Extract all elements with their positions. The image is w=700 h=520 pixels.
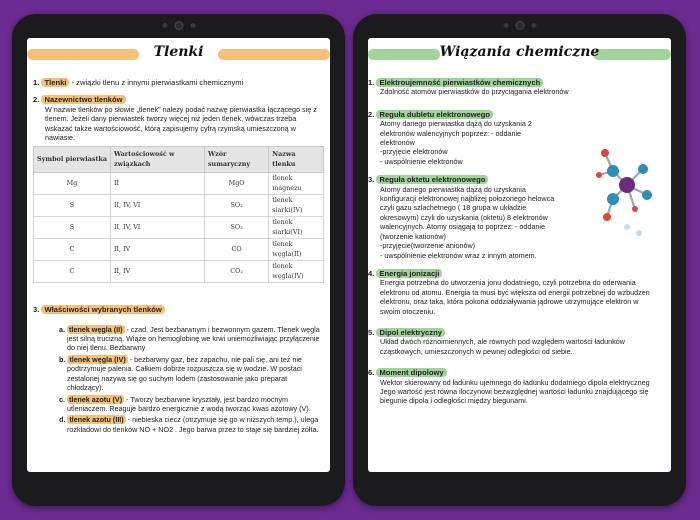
section-number: 3. xyxy=(33,305,40,315)
atom-teal xyxy=(642,190,652,200)
list-item-name: tlenek węgla (II) xyxy=(69,324,123,334)
section-line: - uwspólnienie elektronów xyxy=(380,156,463,166)
table-cell: tlenek magnezu xyxy=(269,173,324,195)
section-line: Atomy danego pierwiastka dążą do uzyskania xyxy=(380,184,526,194)
section-4 xyxy=(368,269,669,278)
atom-red xyxy=(603,213,611,221)
section-line: -przyjęcie(tworzenie anionów) xyxy=(380,241,476,251)
section-number: 2. xyxy=(368,109,375,119)
page-title: Tlenki xyxy=(153,44,204,60)
section-line: elektronów xyxy=(380,138,415,148)
section-line: okresowym) czyli do uzyskania (oktetu) 8 elektronów xyxy=(380,212,548,222)
table-cell: II, IV xyxy=(111,239,205,261)
table-cell: tlenek węgla(II) xyxy=(269,239,324,261)
section-number: 1. xyxy=(368,78,375,87)
section-line: elektronu od atomu. Energia ta musi być większa od energii potrzebnej do wzbudzen xyxy=(380,287,650,297)
section-line: elektronu, oraz taka, która pokona oddziaływania jądrowe utrzymujące elektron w xyxy=(380,297,639,307)
atom-teal xyxy=(607,165,619,177)
section-line: konfiguracji elektronowej najbliżej położonego helowca xyxy=(380,194,555,204)
list-letter: c. xyxy=(59,394,65,404)
table-cell: S xyxy=(34,217,111,239)
list-item xyxy=(59,325,324,353)
list-item xyxy=(59,355,324,393)
list-item xyxy=(59,395,324,414)
section-title: Reguła dubletu elektronowego xyxy=(376,110,493,119)
list-item-name: tlenek azotu (III) xyxy=(69,415,124,425)
left-content xyxy=(27,78,330,434)
section-line: cząstkowych, umieszczonych w pewnej odległości od siebie. xyxy=(380,346,573,356)
table-cell: C xyxy=(34,261,111,283)
list-item-text: - bezbarwny gaz, bez zapachu, nie pali się, ani też nie podtrzymuje palenia. Całkiem dobrze rozpuszcza się w wodzie. W postaci zestalonej nazywa się go suchym lodem (zastosowanie jako preparat chłodzący). xyxy=(67,354,302,393)
oxides-table xyxy=(33,146,324,283)
section-number: 2. xyxy=(33,95,40,105)
section-line: (tworzenie kationów) xyxy=(380,231,446,241)
table-cell: II xyxy=(111,173,205,195)
section-title: Reguła oktetu elektronowego xyxy=(376,175,488,184)
list-item-name: tlenek węgla (IV) xyxy=(69,354,126,364)
table-row xyxy=(34,239,324,261)
left-tablet xyxy=(12,14,345,506)
table-header: Symbol pierwiastka xyxy=(34,147,111,173)
section-line: - uwspólnienie elektronów wraz z innym atomem. xyxy=(380,250,537,260)
section-line: Energia potrzebna do utworzenia jonu dodatniego, czyli potrzebna do oderwania xyxy=(380,278,636,288)
section-1 xyxy=(33,78,324,87)
camera-icon xyxy=(162,21,195,30)
section-line: Wektor skierowany od ładunku ujemnego do ładunku dodatniego dipola elektryczneg xyxy=(380,377,650,387)
left-title-bar xyxy=(27,44,330,66)
table-cell: SO₂ xyxy=(204,195,268,217)
list-item-text: - niebieska ciecz (otrzymuje się go w niższych temp.), ulega rozkładowi do tlenków NO + NO2 . Jego barwa przez to staje się bardziej żółta. xyxy=(67,415,319,434)
atom-faded xyxy=(624,224,630,230)
section-line: swoim otoczeniu. xyxy=(380,306,436,316)
atom-red xyxy=(601,149,609,157)
list-item xyxy=(59,415,324,434)
table-cell: CO xyxy=(204,239,268,261)
properties-list xyxy=(33,325,324,434)
table-cell: II, IV, VI xyxy=(111,195,205,217)
section-text: - związki tlenu z innymi pierwiastkami chemicznymi xyxy=(69,78,244,87)
right-title-bar xyxy=(368,44,671,66)
table-header: Nazwa tlenku xyxy=(269,147,324,173)
list-letter: d. xyxy=(59,415,66,425)
atom-teal xyxy=(607,193,619,205)
table-cell: tlenek węgla(IV) xyxy=(269,261,324,283)
section-number: 5. xyxy=(368,327,375,337)
section-line: -przyjęcie elektronów xyxy=(380,147,448,157)
section-line: czyli gazu szlachetnego ( 18 grupa w układzie xyxy=(380,203,527,213)
right-tablet xyxy=(353,14,686,506)
table-row xyxy=(34,195,324,217)
table-header-row xyxy=(34,147,324,173)
camera-icon xyxy=(503,21,536,30)
section-line: Jego wartość jest równa iloczynowi bezwzględnej wartości ładunku znajdującego się xyxy=(380,386,649,396)
left-screen xyxy=(27,38,330,472)
table-cell: CO₂ xyxy=(204,261,268,283)
table-cell: SO₃ xyxy=(204,217,268,239)
list-letter: a. xyxy=(59,324,65,334)
atom-teal xyxy=(638,164,648,174)
list-letter: b. xyxy=(59,354,66,364)
section-2 xyxy=(368,110,669,119)
table-row xyxy=(34,261,324,283)
table-cell: tlenek siarki(VI) xyxy=(269,217,324,239)
section-number: 6. xyxy=(368,368,375,378)
section-line: Atomy danego pierwiastka dążą do uzyskania 2 xyxy=(380,119,532,129)
table-cell: II, IV xyxy=(111,261,205,283)
section-title: Tlenki xyxy=(41,78,69,87)
atom-red xyxy=(596,172,602,178)
section-2-text: W nazwie tlenków po słowie „tlenek" należy podać nazwę pierwiastka łączącego się z tlenem. Jeżeli dany pierwiastek tworzy więcej niż jeden tlenek, wówczas trzeba wskazać także wartościowość, którą zapisujemy cyfrą rzymską umieszczoną w nawiasie. xyxy=(45,104,317,143)
table-cell: MgO xyxy=(204,173,268,195)
table-cell: Mg xyxy=(34,173,111,195)
section-line: Zdolność atomów pierwiastków do przyciągania elektronów xyxy=(380,87,569,97)
section-title: Elektroujemność pierwiastków chemicznych xyxy=(376,78,543,87)
section-title: Moment dipolowy xyxy=(376,368,446,377)
atom-purple xyxy=(619,177,635,193)
list-item-name: tlenek azotu (V) xyxy=(69,394,123,404)
table-cell: II, IV, VI xyxy=(111,217,205,239)
section-5 xyxy=(368,328,669,337)
atom-faded xyxy=(636,230,642,236)
section-number: 4. xyxy=(368,268,375,278)
table-row xyxy=(34,173,324,195)
section-line: Układ dwóch różnoimiennych, ale równych pod względem wartości ładunków xyxy=(380,337,625,347)
table-cell: S xyxy=(34,195,111,217)
section-3 xyxy=(33,305,324,314)
section-title: Energia jonizacji xyxy=(376,269,442,278)
section-number: 1. xyxy=(33,78,40,87)
section-line: walencyjnych. Atomy osiągają to poprzez: - oddanie xyxy=(380,222,546,232)
list-item-text: - Tworzy bezbarwne kryształy, jest bardzo mocnym utleniaczem. Reaguje bardzo energicznie z wodą tworząc kwas azotowy (V). xyxy=(67,394,311,413)
section-6 xyxy=(368,368,669,377)
table-header: Wartościowość w związkach xyxy=(111,147,205,173)
section-2 xyxy=(33,95,324,104)
molecule-illustration xyxy=(587,135,661,245)
section-title: Dipol elektryczny xyxy=(376,328,444,337)
table-header: Wzór sumaryczny xyxy=(204,147,268,173)
atom-red xyxy=(632,206,638,212)
section-number: 3. xyxy=(368,175,375,185)
section-1 xyxy=(368,78,669,87)
right-screen xyxy=(368,38,671,472)
section-title: Nazewnictwo tlenków xyxy=(41,95,125,104)
table-row xyxy=(34,217,324,239)
table-cell: tlenek siarki(IV) xyxy=(269,195,324,217)
page-title: Wiązania chemiczne xyxy=(439,44,600,60)
table-cell: C xyxy=(34,239,111,261)
section-title: Właściwości wybranych tlenków xyxy=(41,305,164,314)
list-item-text: - czad. Jest bezbarwnym i bezwonnym gazem. Tlenek węgla jest silną trucizną. Wiąże on hemoglobinę we krwi uniemożliwiając przyłączenie do niej tlenu. Bezbarwny xyxy=(67,324,320,353)
section-line: elektronów walencyjnych poprzez: - oddanie xyxy=(380,128,522,138)
section-line: biegunie dipola i odległości między biegunami. xyxy=(380,396,528,406)
